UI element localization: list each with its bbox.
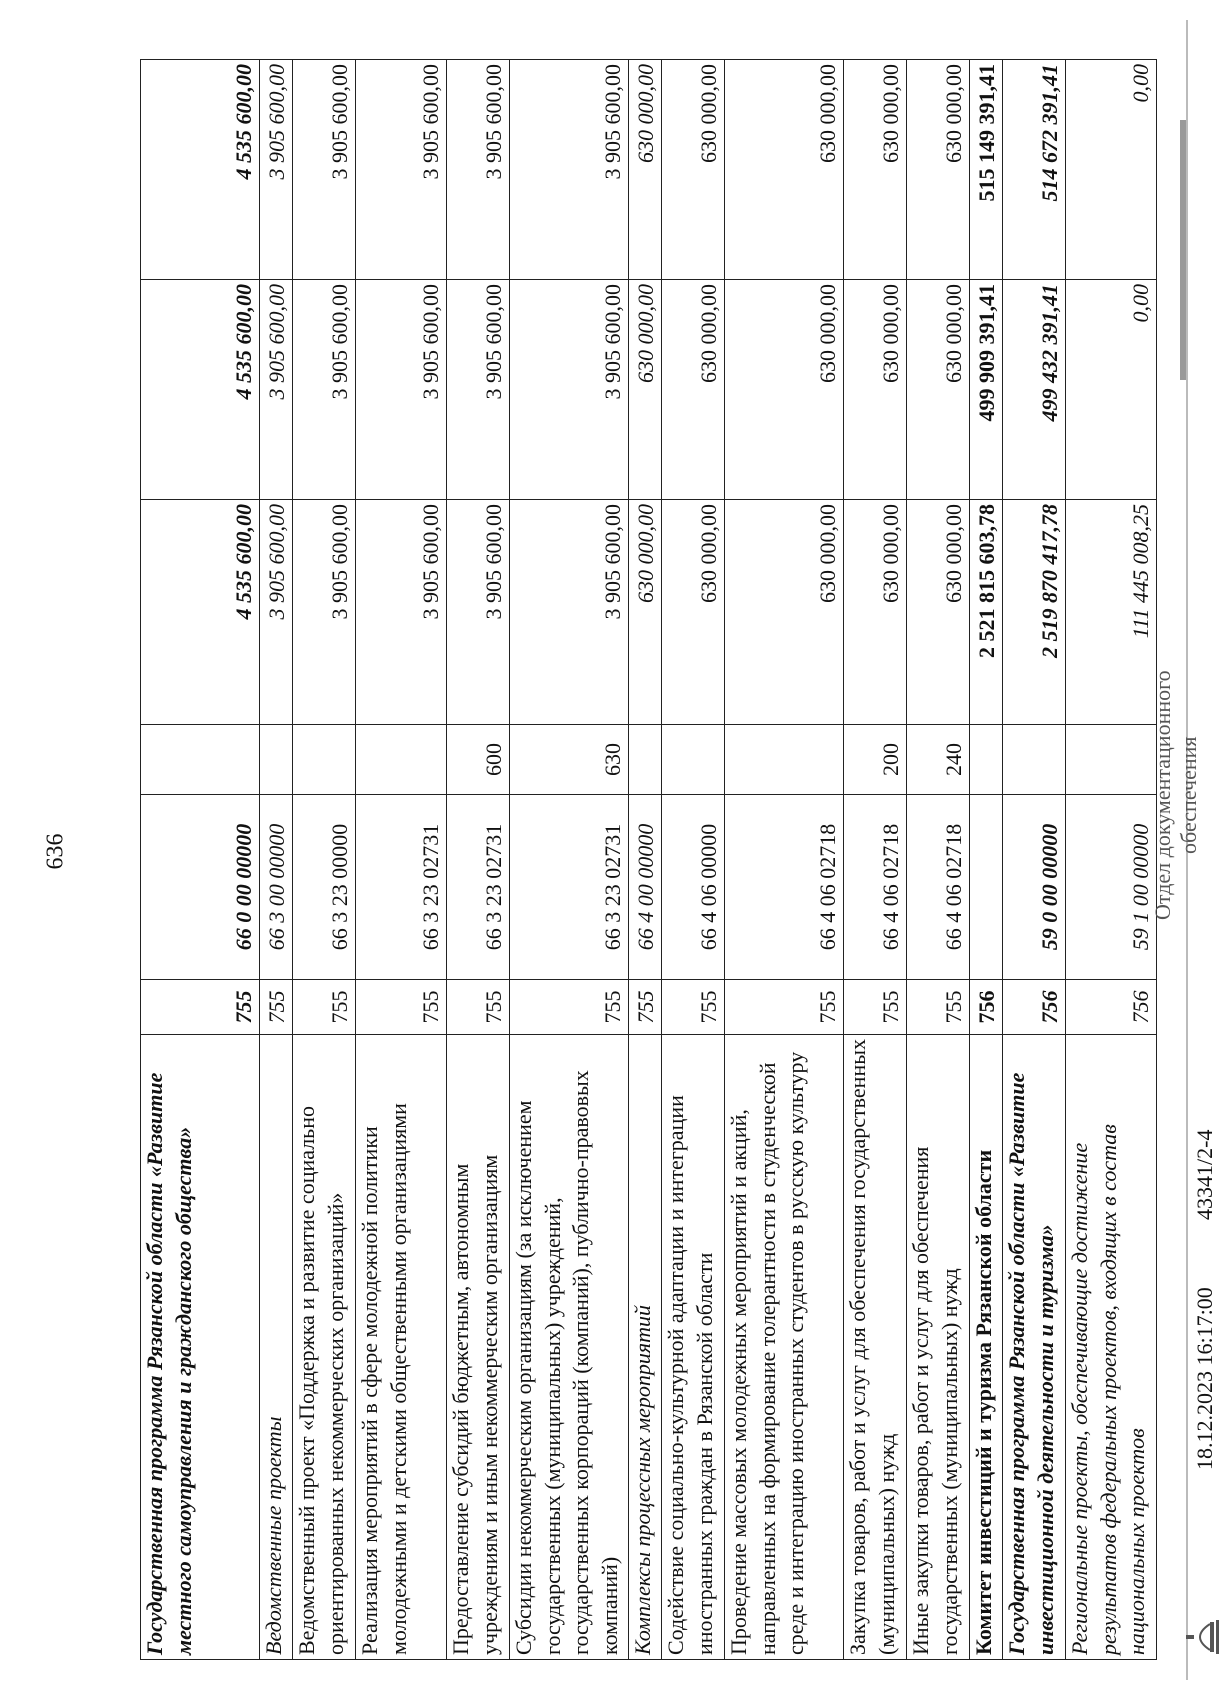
- row-gr: 755: [844, 980, 907, 1035]
- table-row: [844, 60, 907, 1660]
- page-number: 636: [42, 833, 69, 870]
- row-csr: 66 4 06 02718: [725, 795, 844, 980]
- row-gr: 755: [662, 980, 725, 1035]
- rotated-page: [140, 60, 1220, 1660]
- row-y2025: 630 000,00: [907, 280, 970, 500]
- row-y2024: 2 521 815 603,78: [970, 500, 1003, 725]
- footer-doc-code: 43341/2-4: [1192, 1129, 1217, 1220]
- table-row: [510, 60, 629, 1660]
- row-y2025: 3 905 600,00: [447, 280, 510, 500]
- row-y2025: 3 905 600,00: [293, 280, 356, 500]
- row-csr: 59 1 00 00000: [1066, 795, 1157, 980]
- row-y2025: 4 535 600,00: [141, 280, 260, 500]
- row-csr: 66 3 23 02731: [447, 795, 510, 980]
- row-gr: 755: [629, 980, 662, 1035]
- row-y2024: 2 519 870 417,78: [1003, 500, 1066, 725]
- row-y2024: 630 000,00: [725, 500, 844, 725]
- row-y2025: 630 000,00: [844, 280, 907, 500]
- row-gr: 756: [970, 980, 1003, 1035]
- row-vr: 200: [844, 725, 907, 795]
- row-gr: 755: [356, 980, 447, 1035]
- row-y2025: 3 905 600,00: [356, 280, 447, 500]
- row-csr: 66 4 00 00000: [629, 795, 662, 980]
- table-row: [356, 60, 447, 1660]
- row-y2024: 630 000,00: [907, 500, 970, 725]
- row-y2024: 3 905 600,00: [447, 500, 510, 725]
- duma-emblem-icon: [1180, 1614, 1226, 1660]
- row-y2025: 499 909 391,41: [970, 280, 1003, 500]
- row-y2024: 3 905 600,00: [293, 500, 356, 725]
- row-name: Субсидии некоммерческим организациям (за исключением государственных (муниципальных) учреждений, государственных корпораций (компаний), публично-правовых компаний): [510, 1035, 629, 1660]
- row-name: Региональные проекты, обеспечивающие достижение результатов федеральных проектов, входящих в состав национальных проектов: [1066, 1035, 1157, 1660]
- row-gr: 755: [725, 980, 844, 1035]
- row-name: Проведение массовых молодежных мероприятий и акций, направленных на формирование толерантности в студенческой среде и интеграцию иностранных студентов в русскую культуру: [725, 1035, 844, 1660]
- row-csr: [970, 795, 1003, 980]
- row-y2026: 3 905 600,00: [260, 60, 293, 280]
- row-y2024: 4 535 600,00: [141, 500, 260, 725]
- row-vr: [141, 725, 260, 795]
- row-y2026: 3 905 600,00: [447, 60, 510, 280]
- row-csr: 66 0 00 00000: [141, 795, 260, 980]
- table-row: [725, 60, 844, 1660]
- row-vr: [970, 725, 1003, 795]
- row-vr: [260, 725, 293, 795]
- row-csr: 66 4 06 02718: [844, 795, 907, 980]
- row-y2026: 630 000,00: [662, 60, 725, 280]
- table-row: [260, 60, 293, 1660]
- row-name: Иные закупки товаров, работ и услуг для обеспечения государственных (муниципальных) нужд: [907, 1035, 970, 1660]
- row-vr: [662, 725, 725, 795]
- row-y2026: 514 672 391,41: [1003, 60, 1066, 280]
- row-gr: 755: [293, 980, 356, 1035]
- table-row: [1066, 60, 1157, 1660]
- row-csr: 66 3 00 00000: [260, 795, 293, 980]
- row-vr: [356, 725, 447, 795]
- row-name: Комитет инвестиций и туризма Рязанской области: [970, 1035, 1003, 1660]
- row-y2026: 630 000,00: [907, 60, 970, 280]
- table-row: [447, 60, 510, 1660]
- table-row: [970, 60, 1003, 1660]
- row-gr: 755: [510, 980, 629, 1035]
- row-gr: 755: [447, 980, 510, 1035]
- row-csr: 66 3 23 02731: [356, 795, 447, 980]
- row-y2026: 3 905 600,00: [356, 60, 447, 280]
- row-csr: 66 3 23 02731: [510, 795, 629, 980]
- row-gr: 756: [1003, 980, 1066, 1035]
- row-name: Государственная программа Рязанской области «Развитие инвестиционной деятельности и туризма»: [1003, 1035, 1066, 1660]
- row-vr: [629, 725, 662, 795]
- row-y2025: 3 905 600,00: [260, 280, 293, 500]
- row-y2026: 4 535 600,00: [141, 60, 260, 280]
- table-row: [629, 60, 662, 1660]
- row-y2025: 3 905 600,00: [510, 280, 629, 500]
- row-name: Государственная программа Рязанской области «Развитие местного самоуправления и гражданского общества»: [141, 1035, 260, 1660]
- row-vr: 240: [907, 725, 970, 795]
- row-name: Предоставление субсидий бюджетным, автономным учреждениям и иным некоммерческим организациям: [447, 1035, 510, 1660]
- table-row: [907, 60, 970, 1660]
- row-vr: [293, 725, 356, 795]
- table-row: [141, 60, 260, 1660]
- row-y2024: 3 905 600,00: [260, 500, 293, 725]
- stamp-line-2: обеспечения: [1176, 736, 1202, 854]
- row-csr: 66 4 06 00000: [662, 795, 725, 980]
- row-y2026: 3 905 600,00: [293, 60, 356, 280]
- row-name: Содействие социально-культурной адаптации и интеграции иностранных граждан в Рязанской области: [662, 1035, 725, 1660]
- row-vr: 630: [510, 725, 629, 795]
- table-row: [293, 60, 356, 1660]
- row-csr: 59 0 00 00000: [1003, 795, 1066, 980]
- row-y2025: 630 000,00: [629, 280, 662, 500]
- row-gr: 756: [1066, 980, 1157, 1035]
- row-y2024: 630 000,00: [629, 500, 662, 725]
- row-vr: [1003, 725, 1066, 795]
- row-name: Ведомственный проект «Поддержка и развитие социально ориентированных некоммерческих организаций»: [293, 1035, 356, 1660]
- row-gr: 755: [260, 980, 293, 1035]
- stamp-line-1: Отдел документационного: [1150, 670, 1175, 920]
- row-y2025: 630 000,00: [725, 280, 844, 500]
- row-vr: [725, 725, 844, 795]
- row-name: Ведомственные проекты: [260, 1035, 293, 1660]
- row-y2026: 0,00: [1066, 60, 1157, 280]
- row-name: Реализация мероприятий в сфере молодежной политики молодежными и детскими общественными организациями: [356, 1035, 447, 1660]
- row-y2026: 3 905 600,00: [510, 60, 629, 280]
- row-y2024: 3 905 600,00: [356, 500, 447, 725]
- row-y2024: 3 905 600,00: [510, 500, 629, 725]
- row-y2025: 499 432 391,41: [1003, 280, 1066, 500]
- department-stamp: [1150, 670, 1203, 920]
- table-row: [1003, 60, 1066, 1660]
- footer-datetime: 18.12.2023 16:17:00: [1192, 1287, 1217, 1470]
- row-vr: 600: [447, 725, 510, 795]
- row-y2024: 630 000,00: [844, 500, 907, 725]
- row-gr: 755: [907, 980, 970, 1035]
- row-y2026: 630 000,00: [629, 60, 662, 280]
- row-y2024: 630 000,00: [662, 500, 725, 725]
- row-y2026: 630 000,00: [725, 60, 844, 280]
- row-vr: [1066, 725, 1157, 795]
- row-y2026: 515 149 391,41: [970, 60, 1003, 280]
- row-gr: 755: [141, 980, 260, 1035]
- row-name: Комплексы процессных мероприятий: [629, 1035, 662, 1660]
- row-y2024: 111 445 008,25: [1066, 500, 1157, 725]
- row-y2026: 630 000,00: [844, 60, 907, 280]
- row-csr: 66 3 23 00000: [293, 795, 356, 980]
- table-row: [662, 60, 725, 1660]
- budget-table: [140, 59, 1157, 1660]
- row-csr: 66 4 06 02718: [907, 795, 970, 980]
- row-y2025: 630 000,00: [662, 280, 725, 500]
- row-name: Закупка товаров, работ и услуг для обеспечения государственных (муниципальных) нужд: [844, 1035, 907, 1660]
- row-y2025: 0,00: [1066, 280, 1157, 500]
